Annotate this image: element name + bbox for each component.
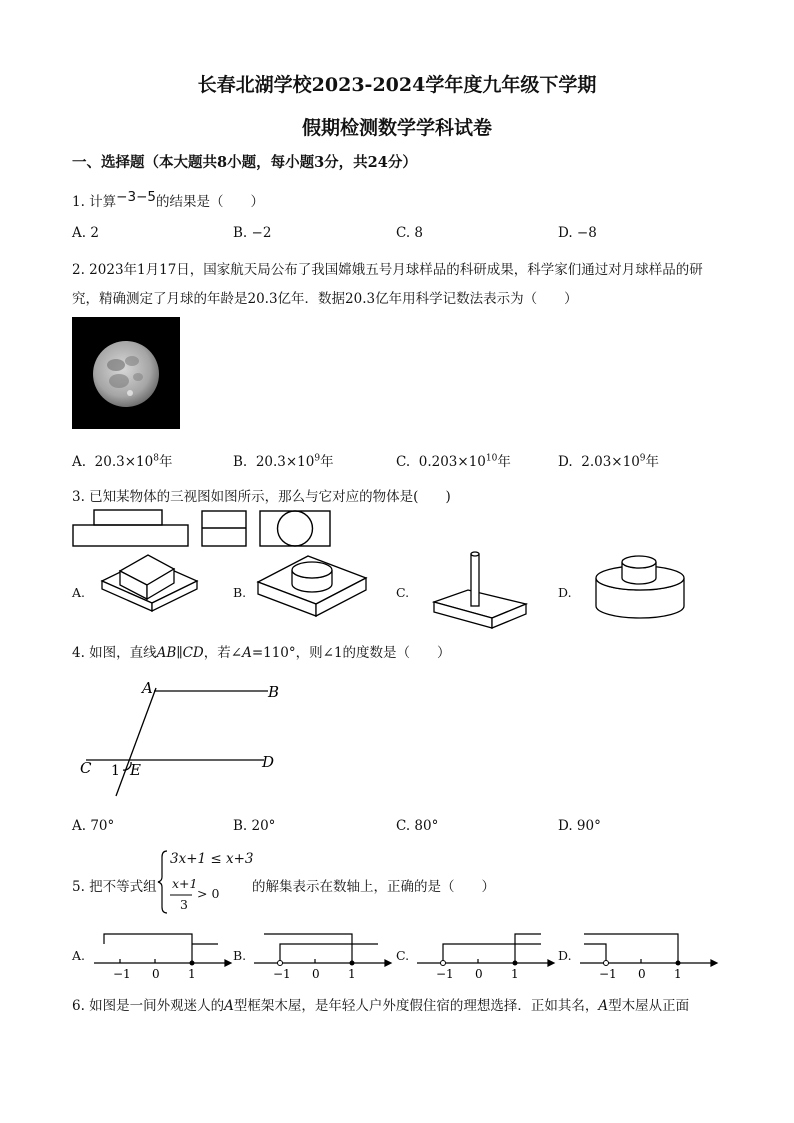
q1-option-c[interactable]: C. 8 [396,225,424,241]
q4-option-b[interactable]: B. 20° [233,818,276,834]
q6-mid: 型框架木屋，是年轻人户外度假住宿的理想选择．正如其名， [233,998,599,1014]
q1-pre: 1. 计算 [72,194,117,210]
q2-c-label: C. [396,454,411,470]
q5-denominator: 3 [180,897,188,912]
q2-stem-line1: 2. 2023年1月17日，国家航天局公布了我国嫦娥五号月球样品的科研成果，科学家们通过对月球样品的研 [72,262,703,278]
q3-stem: 3. 已知某物体的三视图如图所示，那么与它对应的物体是( ) [72,489,451,505]
tick-neg1: −1 [436,967,454,981]
q3-three-views [72,509,342,549]
q4-pre: 4. 如图，直线 [72,645,157,661]
q2-option-a[interactable] [72,450,172,470]
q1-expression: −3−5 [116,189,156,205]
q2-a-label: A. [72,454,87,470]
q1-stem [72,190,264,210]
q4-option-d[interactable]: D. 90° [558,818,601,834]
q5-numberline-c[interactable] [413,930,553,980]
q1-post: 的结果是（ ） [155,194,264,210]
q4-figure [76,676,296,806]
q6-pre: 6. 如图是一间外观迷人的 [72,998,225,1014]
q2-a-exponent: 8 [153,453,159,464]
q4-line-cd: CD [182,645,204,661]
q4-angle-a: A [242,645,252,661]
q1-option-b[interactable]: B. −2 [233,225,272,241]
q6-a2: A [598,998,609,1014]
q3-label-d[interactable]: D. [558,585,572,600]
tick-neg1: −1 [273,967,291,981]
q3-label-c[interactable]: C. [396,585,410,600]
q6-a: A [224,998,234,1014]
tick-1: 1 [188,967,196,981]
q2-a-mantissa: 20.3×10 [94,454,154,470]
q2-stem-line2: 究，精确测定了月球的年龄是20.3亿年．数据20.3亿年用科学记数法表示为（ ） [72,291,578,307]
q3-solid-a[interactable] [102,553,202,613]
q5-numberline-b[interactable] [250,930,390,980]
q3-solid-b[interactable] [258,552,368,622]
q4-mid: ，若∠ [203,645,243,661]
q3-solid-c[interactable] [434,550,534,630]
q2-b-unit: 年 [320,454,334,470]
q1-option-a[interactable]: A. 2 [72,225,99,241]
q5-label-a[interactable]: A. [72,948,86,963]
tick-1: 1 [674,967,682,981]
moon-image [72,317,180,429]
q5-numberline-a[interactable] [90,930,230,980]
q1-option-d[interactable]: D. −8 [558,225,597,241]
label-a: A [142,679,153,697]
label-d: D [262,753,275,771]
q6-post: 型木屋从正面 [608,998,690,1014]
q2-b-exponent: 9 [314,453,321,464]
q5-numerator: x+1 [172,876,198,891]
q2-c-mantissa: 0.203×10 [418,454,486,470]
q5-pre: 5. 把不等式组 [72,879,157,895]
q2-d-exponent: 9 [639,453,646,464]
q2-c-unit: 年 [497,454,511,470]
q2-b-label: B. [233,454,248,470]
section-heading: 一、选择题（本大题共8小题，每小题3分，共24分） [72,154,417,171]
tick-0: 0 [312,967,320,981]
q5-label-c[interactable]: C. [396,948,410,963]
label-e: E [130,761,141,779]
q4-stem [72,641,451,661]
q2-d-unit: 年 [645,454,660,470]
q5-inequality-1: 3x+1 ≤ x+3 [170,851,254,867]
q3-solid-d[interactable] [594,554,694,624]
q2-d-label: D. [558,454,573,470]
q2-option-c[interactable] [396,450,511,470]
label-c: C [80,759,92,777]
q4-line-ab: AB [156,645,177,661]
label-b: B [268,683,280,701]
tick-1: 1 [348,967,356,981]
tick-1: 1 [511,967,519,981]
tick-neg1: −1 [599,967,617,981]
label-angle-1: 1 [111,763,120,779]
q2-option-d[interactable] [558,450,659,470]
q4-option-c[interactable]: C. 80° [396,818,439,834]
q5-gt-zero: > 0 [197,886,220,901]
q4-parallel-symbol: ∥ [176,645,183,661]
q5-label-d[interactable]: D. [558,948,572,963]
q2-d-mantissa: 2.03×10 [581,454,640,470]
tick-0: 0 [152,967,160,981]
q2-c-exponent: 10 [485,453,498,464]
q2-a-unit: 年 [158,454,173,470]
tick-0: 0 [475,967,483,981]
q5-numberline-d[interactable] [576,930,716,980]
q4-option-a[interactable]: A. 70° [72,818,115,834]
q5-post: 的解集表示在数轴上，正确的是（ ） [252,879,495,895]
q6-stem [72,994,689,1014]
doc-title-line1: 长春北湖学校2023-2024学年度九年级下学期 [197,74,597,96]
tick-0: 0 [638,967,646,981]
q5-label-b[interactable]: B. [233,948,247,963]
q4-post: =110°，则∠1的度数是（ ） [251,645,451,661]
q3-label-a[interactable]: A. [72,585,86,600]
doc-title-line2: 假期检测数学学科试卷 [301,117,492,139]
q3-label-b[interactable]: B. [233,585,247,600]
tick-neg1: −1 [113,967,131,981]
q2-option-b[interactable] [233,450,334,470]
q2-b-mantissa: 20.3×10 [255,454,315,470]
